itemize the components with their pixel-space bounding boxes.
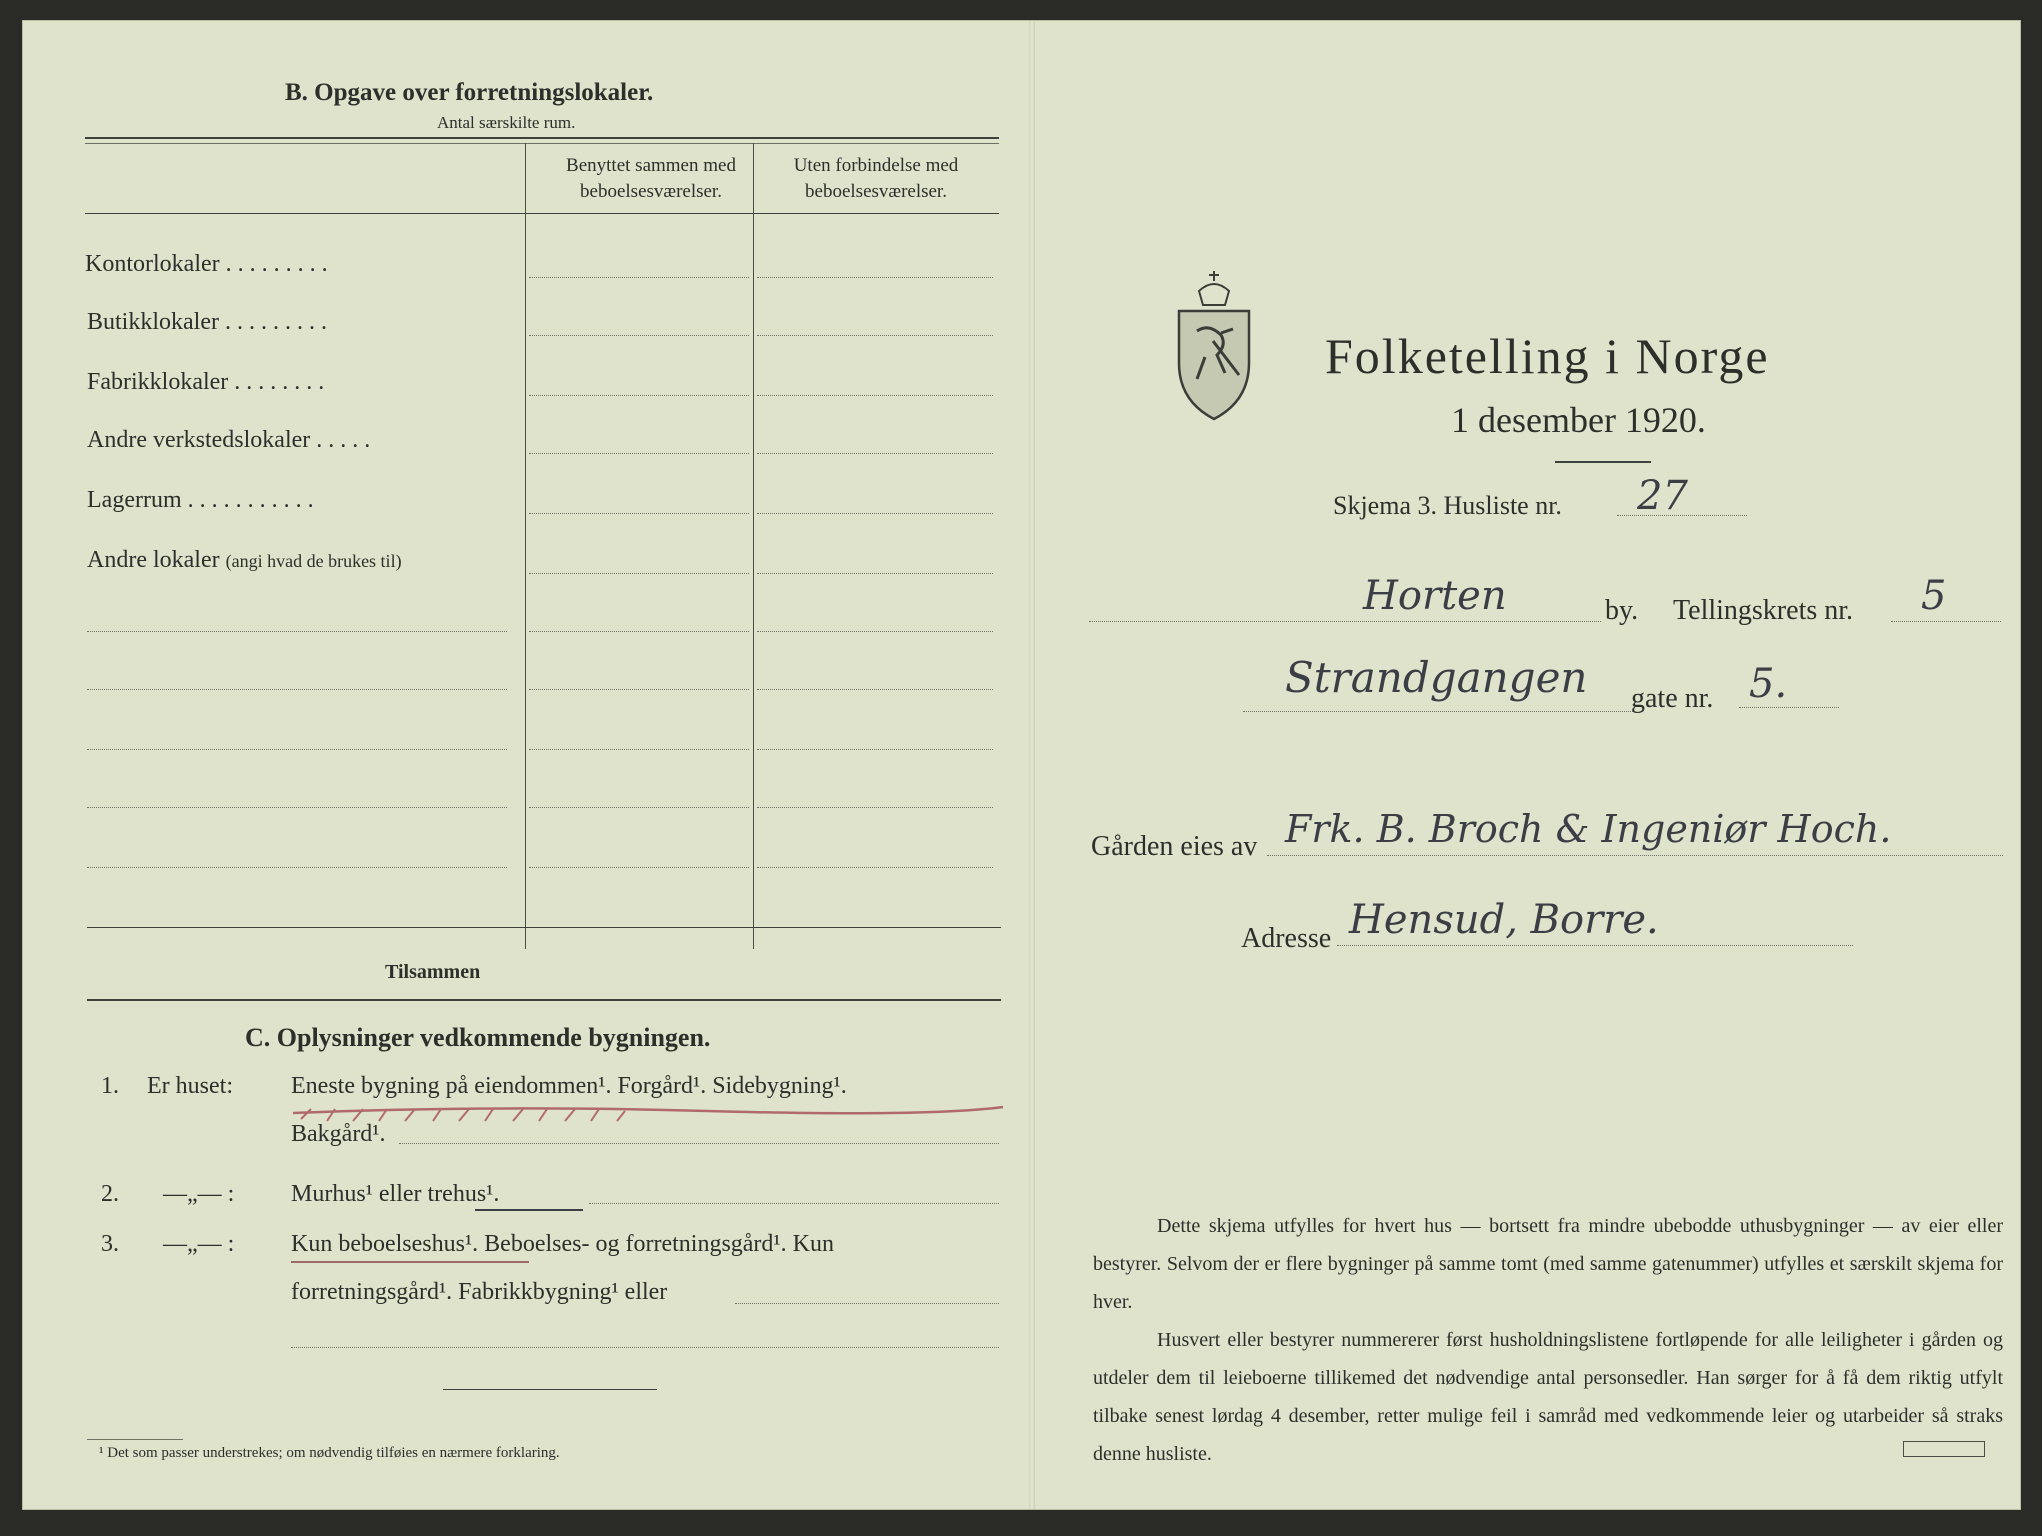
krets-line xyxy=(1891,621,2001,622)
krets-number: 5 xyxy=(1921,573,1947,619)
q2-label: —„— : xyxy=(163,1181,235,1207)
total-label: Tilsammen xyxy=(385,961,481,983)
section-c-title: C. Oplysninger vedkommende bygningen. xyxy=(245,1023,711,1052)
column-divider-1 xyxy=(525,143,526,949)
gate-number: 5. xyxy=(1749,661,1788,707)
cell-line xyxy=(757,807,993,808)
cell-line xyxy=(529,513,749,514)
q3-options: Kun beboelseshus¹. Beboelses- og forretningsgård¹. Kun xyxy=(291,1231,834,1257)
cell-line xyxy=(757,513,993,514)
cell-line xyxy=(757,277,993,278)
census-date: 1 desember 1920. xyxy=(1451,400,1706,440)
q1-number: 1. xyxy=(101,1073,119,1099)
answer-line xyxy=(735,1303,999,1304)
footnote: ¹ Det som passer understrekes; om nødvendig tilføies en nærmere forklaring. xyxy=(99,1445,560,1461)
street-handwritten: Strandgangen xyxy=(1285,653,1588,702)
row-andre-verksted: Andre verkstedslokaler . . . . . xyxy=(87,427,371,453)
krets-label: Tellingskrets nr. xyxy=(1673,595,1854,626)
title-rule xyxy=(1555,461,1651,463)
cell-line xyxy=(757,453,993,454)
owner-line xyxy=(1267,855,2003,856)
answer-line xyxy=(399,1143,999,1144)
form-title: Folketelling i Norge xyxy=(1325,328,1770,384)
row-butikklokaler: Butikklokaler . . . . . . . . . xyxy=(87,309,327,335)
address-line xyxy=(1337,945,1853,946)
left-page xyxy=(23,21,1031,1509)
column-header-separate: Uten forbindelse med beboelsesværelser. xyxy=(793,155,959,202)
q1-options-cont: Bakgård¹. xyxy=(291,1121,386,1147)
blank-line xyxy=(87,689,507,690)
footnote-rule xyxy=(87,1439,183,1440)
q3-options-cont: forretningsgård¹. Fabrikkbygning¹ eller xyxy=(291,1279,668,1305)
answer-line xyxy=(589,1203,999,1204)
owner-handwritten: Frk. B. Broch & Ingeniør Hoch. xyxy=(1285,807,1892,851)
total-top-rule xyxy=(87,927,1001,928)
cell-line xyxy=(757,335,993,336)
row-andre-lokaler-note: (angi hvad de brukes til) xyxy=(225,551,402,571)
table-top-rule-2 xyxy=(85,143,999,144)
owner-label: Gården eies av xyxy=(1091,831,1258,862)
census-form-sheet xyxy=(22,20,2021,1510)
gate-line xyxy=(1739,707,1839,708)
norway-coat-of-arms-icon xyxy=(1169,271,1259,421)
cell-line xyxy=(529,395,749,396)
row-andre-lokaler xyxy=(87,547,402,574)
row-fabrikklokaler: Fabrikklokaler . . . . . . . . xyxy=(87,369,325,395)
printer-stamp-icon xyxy=(1903,1441,1985,1457)
row-lagerrum: Lagerrum . . . . . . . . . . . xyxy=(87,487,314,513)
blank-line xyxy=(87,631,507,632)
cell-line xyxy=(529,335,749,336)
cell-line xyxy=(757,689,993,690)
gate-label: gate nr. xyxy=(1631,683,1714,714)
row-kontorlokaler: Kontorlokaler . . . . . . . . . xyxy=(85,251,328,277)
blank-line xyxy=(87,749,507,750)
address-handwritten: Hensud, Borre. xyxy=(1349,897,1659,943)
blank-line xyxy=(87,867,507,868)
red-pencil-marks xyxy=(287,1097,1007,1127)
q3-label: —„— : xyxy=(163,1231,235,1257)
row-andre-lokaler-label: Andre lokaler xyxy=(87,547,220,573)
address-label: Adresse xyxy=(1241,923,1332,954)
cell-line xyxy=(529,867,749,868)
section-b-title: B. Opgave over forretningslokaler. xyxy=(285,79,654,106)
right-page xyxy=(1033,21,2020,1509)
skjema-label: Skjema 3. Husliste nr. xyxy=(1333,491,1562,520)
column-header-combined: Benyttet sammen med beboelsesværelser. xyxy=(566,155,736,202)
section-end-rule xyxy=(443,1389,657,1390)
cell-line xyxy=(529,631,749,632)
cell-line xyxy=(529,573,749,574)
header-bottom-rule xyxy=(85,213,999,214)
cell-line xyxy=(529,277,749,278)
city-handwritten: Horten xyxy=(1363,573,1507,619)
instructions-paragraph-2: Husvert eller bestyrer nummererer først husholdningslistene fortløpende for alle leiligheter i gården og utdeler dem til leieboerne tillikemed det nødvendige antal personsedler. Han sørger for å få dem riktig utfylt tilbake senest lørdag 4 desember, retter mulige feil i samråd med vedkommende leier og utarbeider så straks denne husliste. xyxy=(1093,1329,2003,1465)
kun-beboelseshus-underline xyxy=(291,1261,529,1263)
instructions-paragraph-1: Dette skjema utfylles for hvert hus — bortsett fra mindre ubebodde uthusbygninger — av eier eller bestyrer. Selvom der er flere bygninger på samme tomt (med samme gatenummer) utfylles et særskilt skjema for hver. xyxy=(1093,1215,2003,1313)
by-label: by. xyxy=(1605,595,1639,626)
cell-line xyxy=(757,395,993,396)
q2-options: Murhus¹ eller trehus¹. xyxy=(291,1181,500,1207)
cell-line xyxy=(529,453,749,454)
city-line xyxy=(1089,621,1601,622)
cell-line xyxy=(757,749,993,750)
q1-label: Er huset: xyxy=(147,1073,233,1099)
q2-number: 2. xyxy=(101,1181,119,1207)
cell-line xyxy=(757,867,993,868)
cell-line xyxy=(529,749,749,750)
cell-line xyxy=(757,573,993,574)
husliste-line xyxy=(1617,515,1747,516)
husliste-number: 27 xyxy=(1637,473,1688,519)
total-bottom-rule xyxy=(87,999,1001,1001)
section-b-subtitle: Antal særskilte rum. xyxy=(437,113,576,132)
cell-line xyxy=(529,689,749,690)
blank-line xyxy=(87,807,507,808)
q3-number: 3. xyxy=(101,1231,119,1257)
cell-line xyxy=(529,807,749,808)
street-line xyxy=(1243,711,1633,712)
answer-line xyxy=(291,1347,999,1348)
cell-line xyxy=(757,631,993,632)
table-top-rule xyxy=(85,137,999,139)
q1-options: Eneste bygning på eiendommen¹. Forgård¹. Sidebygning¹. xyxy=(291,1073,847,1099)
column-divider-2 xyxy=(753,143,754,949)
trehus-underline xyxy=(475,1209,583,1211)
